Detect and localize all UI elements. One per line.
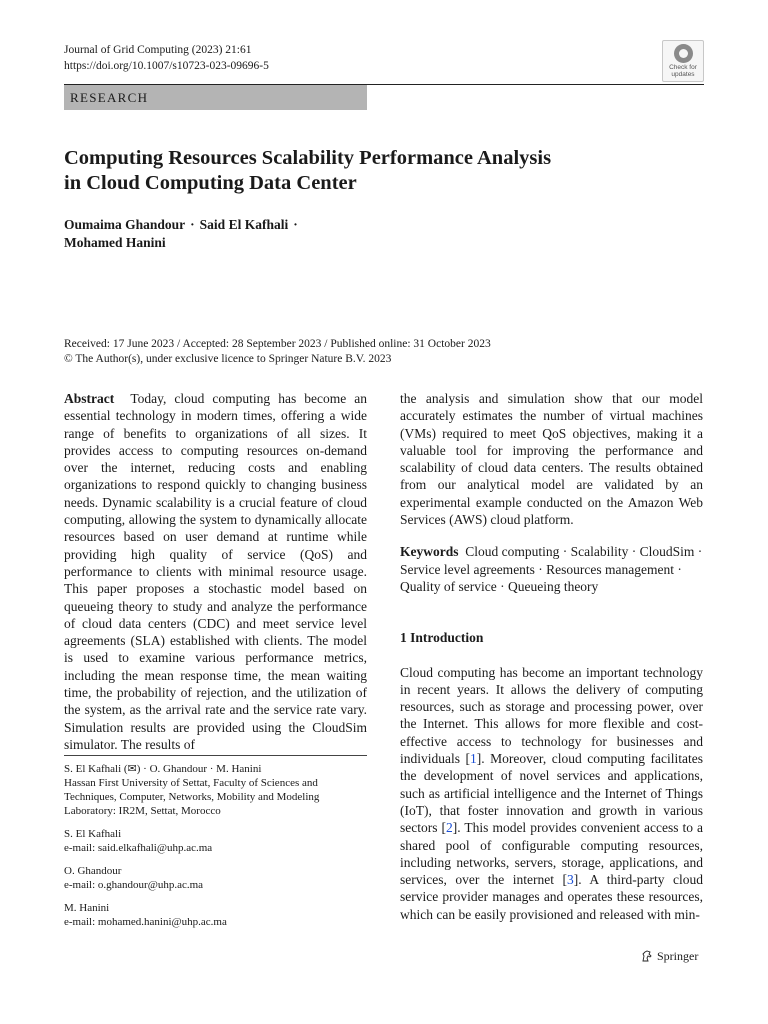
citation-link-3[interactable]: 3 [566, 872, 574, 888]
contact-block [64, 864, 367, 892]
abstract-text-left: Today, cloud computing has become an essential technology in modern times, offering a wide range of benefits to organizations of all sizes. It provides access to computing resources on-demand over the internet, reducing costs and enabling organizations to respond quickly to changing business needs. Dynamic scalability is a crucial feature of cloud computing, allowing the system to dynamically allocate resources based on user demand at runtime while providing high quality of service (QoS) and performance to clients with minimal resource usage. This paper proposes a stochastic model based on queueing theory to study and analyze the performance of cloud data centers (CDC) and meet service level agreements (SLA) established with clients. The model is used to examine various performance metrics, including the mean response time, the mean waiting time, the probability of rejection, and the utilization of the system, as the arrival rate and the service rate vary. Simulation results are provided using the CloudSim simulator. The results of [64, 391, 368, 752]
author-separator: · [190, 217, 195, 232]
keywords-label: Keywords [400, 544, 459, 560]
paper-title [64, 146, 664, 196]
contact-name: S. El Kafhali [64, 828, 122, 840]
contact-block [64, 827, 367, 855]
section-heading-introduction: 1 Introduction [400, 630, 484, 646]
author-3[interactable]: Mohamed Hanini [64, 235, 166, 250]
check-for-updates-icon [674, 44, 693, 63]
intro-text: ]. This model provides convenient access to a shared pool of configurable computing resources, including networks, servers, storage, applications, and services, over the internet [ [400, 820, 704, 888]
contact-email[interactable]: e-mail: mohamed.hanini@uhp.ac.ma [64, 916, 227, 928]
contact-email[interactable]: e-mail: said.elkafhali@uhp.ac.ma [64, 842, 213, 854]
abstract-paragraph [64, 390, 367, 753]
author-1[interactable]: Oumaima Ghandour [64, 217, 186, 232]
author-2[interactable]: Said El Kafhali [199, 217, 289, 232]
contact-name: M. Hanini [64, 902, 110, 914]
affiliations [64, 762, 367, 938]
journal-header [64, 42, 269, 74]
citation-link-2[interactable]: 2 [446, 820, 453, 836]
abstract-column-left [64, 390, 367, 753]
contact-block [64, 901, 367, 929]
corresponding-authors-line: S. El Kafhali (✉) · O. Ghandour · M. Hanini [64, 763, 262, 775]
abstract-text-right: the analysis and simulation show that our model accurately estimates the number of virtual machines (VMs) required to meet QoS objectives, making it a valuable tool for improving the performance and scalability of cloud data centers. The results obtained from our analytical model are validated by an experimental example conducted on the Amazon Web Services (AWS) cloud platform. [400, 391, 703, 528]
abstract-label: Abstract [64, 391, 115, 406]
copyright-line: © The Author(s), under exclusive licence to Springer Nature B.V. 2023 [64, 353, 392, 365]
institution: Hassan First University of Settat, Faculty of Sciences and Techniques, Computer, Networks, Mobility and Modeling Laboratory: IR2M, Settat, Morocco [64, 777, 320, 817]
springer-horse-icon [641, 950, 653, 962]
citation-link-1[interactable]: 1 [470, 751, 477, 767]
title-line-2: in Cloud Computing Data Center [64, 172, 357, 194]
right-column [400, 390, 703, 923]
publisher-name: Springer [657, 949, 699, 963]
keywords-paragraph [400, 543, 703, 595]
intro-text: ]. Moreover, cloud computing facilitates the development of novel services and applications, such as artificial intelligence and the Internet of Things (IoT), that foster innovation and growth in various sectors [ [400, 751, 703, 836]
footnote-rule [64, 755, 367, 756]
journal-citation: Journal of Grid Computing (2023) 21:61 [64, 44, 252, 56]
author-list [64, 216, 484, 252]
intro-text: Cloud computing has become an important technology in recent years. It allows the delivery of computing resources, such as storage and processing power, over the Internet. This allows for more flexible and cost-effective access to technology for businesses and individuals [ [400, 664, 703, 767]
affiliation-block [64, 762, 367, 818]
introduction-paragraph [400, 664, 703, 923]
title-line-1: Computing Resources Scalability Performance Analysis [64, 147, 552, 169]
publication-dates [64, 337, 491, 367]
doi-link[interactable]: https://doi.org/10.1007/s10723-023-09696-5 [64, 60, 269, 72]
publisher-logo [641, 948, 698, 964]
contact-email[interactable]: e-mail: o.ghandour@uhp.ac.ma [64, 879, 204, 891]
article-type-label: RESEARCH [64, 85, 367, 110]
badge-line-2: updates [671, 71, 695, 78]
badge-line-1: Check for [669, 64, 697, 71]
keywords-text: Cloud computing · Scalability · CloudSim · Service level agreements · Resources management · Quality of service · Queueing theory [400, 544, 703, 594]
dates-line: Received: 17 June 2023 / Accepted: 28 September 2023 / Published online: 31 October 2023 [64, 338, 491, 350]
intro-text: ]. A third-party cloud service provider manages and operates these resources, which can be easily provisioned and released with min- [400, 872, 703, 922]
check-for-updates-badge[interactable] [662, 40, 704, 82]
contact-name: O. Ghandour [64, 865, 122, 877]
author-separator: · [293, 217, 298, 232]
